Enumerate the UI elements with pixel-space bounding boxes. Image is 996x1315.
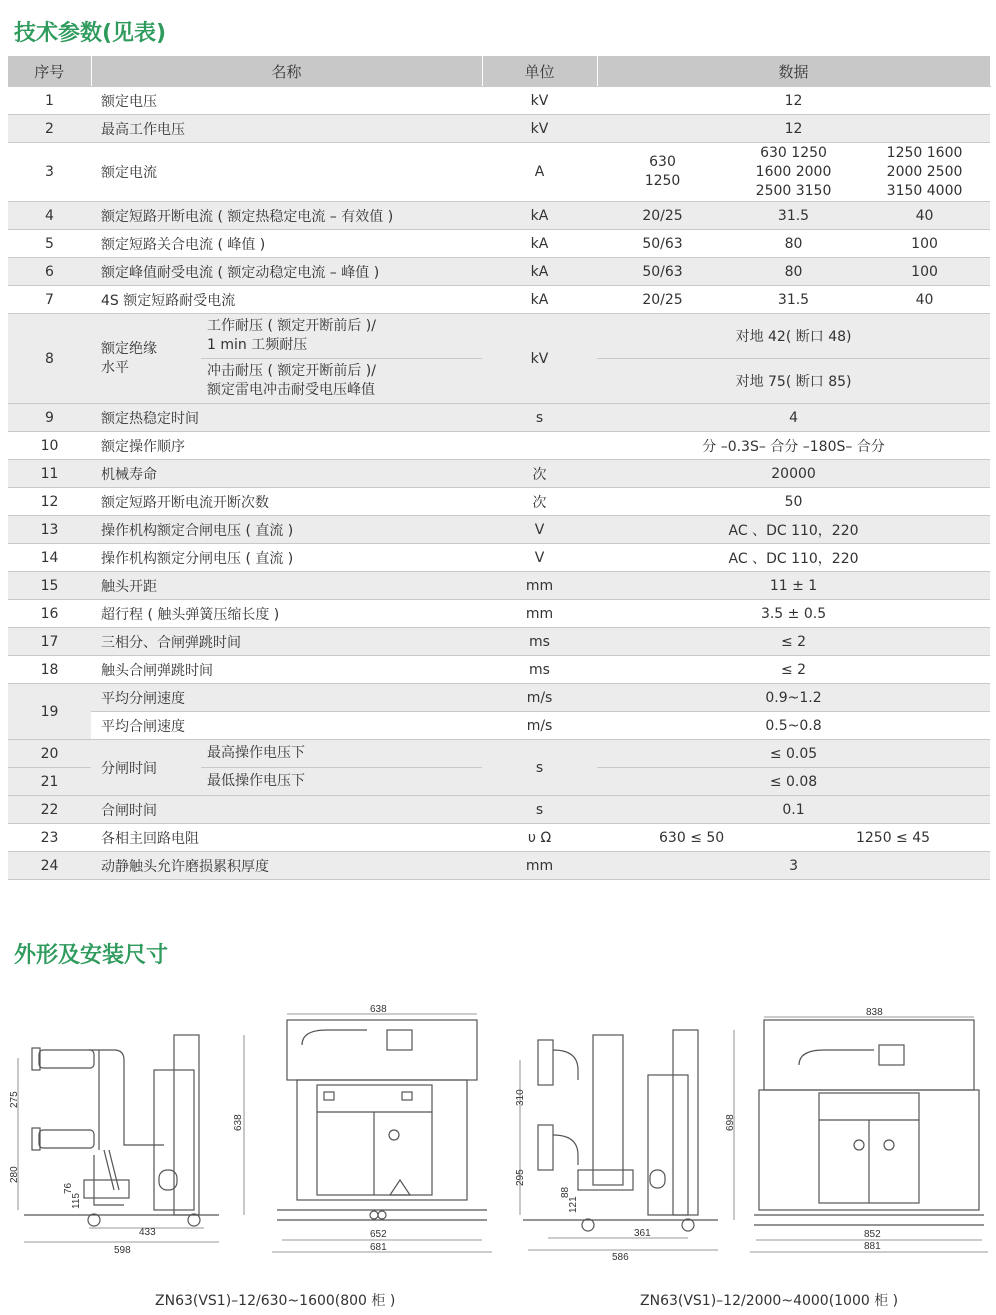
row-value: 100 bbox=[859, 258, 990, 286]
row-name: 额定短路开断电流 ( 额定热稳定电流 – 有效值 ) bbox=[91, 202, 482, 230]
resistance-values bbox=[597, 824, 990, 852]
dim-label: 881 bbox=[864, 1241, 881, 1252]
header-unit: 单位 bbox=[482, 56, 597, 87]
sub-label: 最低操作电压下 bbox=[201, 768, 482, 796]
dim-label: 310 bbox=[515, 1089, 526, 1106]
breaker-side-view-800 bbox=[4, 1010, 254, 1260]
row-name: 最高工作电压 bbox=[91, 115, 482, 143]
row-no: 13 bbox=[8, 516, 91, 544]
dim-label: 698 bbox=[725, 1114, 736, 1131]
row-no: 4 bbox=[8, 202, 91, 230]
spec-table bbox=[8, 56, 991, 880]
row-unit: kA bbox=[482, 230, 597, 258]
value-text: 1600 2000 bbox=[755, 163, 832, 180]
value-text: 630 1250 bbox=[760, 144, 827, 161]
row-no: 3 bbox=[8, 143, 91, 202]
table-row bbox=[8, 202, 990, 230]
row-value: 0.9~1.2 bbox=[597, 684, 990, 712]
row-name: 机械寿命 bbox=[91, 460, 482, 488]
value-text: 630 ≤ 50 bbox=[659, 829, 725, 846]
header-data: 数据 bbox=[597, 56, 990, 87]
row-name: 平均合闸速度 bbox=[91, 712, 482, 740]
breaker-front-view-1000 bbox=[744, 1005, 992, 1260]
current-col-2 bbox=[728, 143, 859, 202]
row-name: 三相分、合闸弹跳时间 bbox=[91, 628, 482, 656]
table-row bbox=[8, 460, 990, 488]
row-value: ≤ 0.08 bbox=[597, 768, 990, 796]
table-row bbox=[8, 404, 990, 432]
row-no: 11 bbox=[8, 460, 91, 488]
sub-label: 额定雷电冲击耐受电压峰值 bbox=[207, 382, 375, 398]
dim-label: 121 bbox=[568, 1196, 579, 1213]
row-unit: kA bbox=[482, 202, 597, 230]
table-row bbox=[8, 600, 990, 628]
row-no: 19 bbox=[8, 684, 91, 740]
row-unit: V bbox=[482, 544, 597, 572]
row-unit: υ Ω bbox=[482, 824, 597, 852]
row-unit: A bbox=[482, 143, 597, 202]
row-value: 20000 bbox=[597, 460, 990, 488]
row-no: 23 bbox=[8, 824, 91, 852]
row-no: 16 bbox=[8, 600, 91, 628]
row-value: AC 、DC 110，220 bbox=[597, 544, 990, 572]
row-value: 50 bbox=[597, 488, 990, 516]
table-row bbox=[8, 258, 990, 286]
row-no: 2 bbox=[8, 115, 91, 143]
row-name: 额定热稳定时间 bbox=[91, 404, 482, 432]
dim-label: 280 bbox=[9, 1166, 20, 1183]
dim-label: 433 bbox=[139, 1227, 156, 1238]
row-value: 分 –0.3S– 合分 –180S– 合分 bbox=[597, 432, 990, 460]
sub-label: 最高操作电压下 bbox=[201, 740, 482, 768]
table-row bbox=[8, 684, 990, 712]
row-unit: s bbox=[482, 740, 597, 796]
table-row bbox=[8, 796, 990, 824]
sub-label: 工作耐压 ( 额定开断前后 )/ bbox=[207, 318, 376, 334]
row-name: 合闸时间 bbox=[91, 796, 482, 824]
spec-section-title: 技术参数(见表) bbox=[14, 21, 167, 46]
table-row bbox=[8, 572, 990, 600]
dim-label: 586 bbox=[612, 1252, 629, 1260]
row-value: ≤ 2 bbox=[597, 628, 990, 656]
row-name: 额定电压 bbox=[91, 87, 482, 115]
table-row bbox=[8, 87, 990, 115]
dim-label: 638 bbox=[370, 1004, 387, 1015]
table-row bbox=[8, 824, 990, 852]
row-unit: mm bbox=[482, 600, 597, 628]
dim-label: 638 bbox=[233, 1114, 244, 1131]
row-value: 12 bbox=[597, 87, 990, 115]
row-unit: 次 bbox=[482, 460, 597, 488]
table-row bbox=[8, 230, 990, 258]
row-name: 4S 额定短路耐受电流 bbox=[91, 286, 482, 314]
table-row bbox=[8, 712, 990, 740]
row-no: 15 bbox=[8, 572, 91, 600]
drawing-caption-1000: ZN63(VS1)–12/2000~4000(1000 柜 ) bbox=[640, 1293, 899, 1309]
row-name: 操作机构额定分闸电压 ( 直流 ) bbox=[91, 544, 482, 572]
row-value: 12 bbox=[597, 115, 990, 143]
row-no: 21 bbox=[8, 768, 91, 796]
row-name: 额定短路关合电流 ( 峰值 ) bbox=[91, 230, 482, 258]
row-value: 31.5 bbox=[728, 286, 859, 314]
drawing-caption-800: ZN63(VS1)–12/630~1600(800 柜 ) bbox=[155, 1293, 396, 1309]
row-name: 操作机构额定合闸电压 ( 直流 ) bbox=[91, 516, 482, 544]
row-value: 40 bbox=[859, 202, 990, 230]
row-value: 50/63 bbox=[597, 230, 728, 258]
row-value: 4 bbox=[597, 404, 990, 432]
header-name: 名称 bbox=[91, 56, 482, 87]
row-value: 31.5 bbox=[728, 202, 859, 230]
row-value: 11 ± 1 bbox=[597, 572, 990, 600]
current-col-3 bbox=[859, 143, 990, 202]
row-name: 触头开距 bbox=[91, 572, 482, 600]
row-value: 0.5~0.8 bbox=[597, 712, 990, 740]
current-col-1 bbox=[597, 143, 728, 202]
row-name: 触头合闸弹跳时间 bbox=[91, 656, 482, 684]
table-row bbox=[8, 656, 990, 684]
table-row bbox=[8, 314, 990, 359]
breaker-side-view-1000 bbox=[508, 1020, 740, 1260]
row-unit: kA bbox=[482, 286, 597, 314]
table-row bbox=[8, 488, 990, 516]
breaker-front-view-800 bbox=[262, 1000, 502, 1260]
table-row bbox=[8, 544, 990, 572]
row-name: 额定峰值耐受电流 ( 额定动稳定电流 – 峰值 ) bbox=[91, 258, 482, 286]
row-unit: 次 bbox=[482, 488, 597, 516]
header-no: 序号 bbox=[8, 56, 91, 87]
row-value: 80 bbox=[728, 258, 859, 286]
sub-label: 冲击耐压 ( 额定开断前后 )/ bbox=[207, 363, 376, 379]
value-text: 630 bbox=[649, 154, 676, 170]
dim-label: 76 bbox=[63, 1182, 74, 1194]
table-row bbox=[8, 115, 990, 143]
dim-label: 115 bbox=[71, 1193, 82, 1209]
row-unit bbox=[482, 432, 597, 460]
sub-label: 1 min 工频耐压 bbox=[207, 337, 308, 353]
row-value: 40 bbox=[859, 286, 990, 314]
row-value: 100 bbox=[859, 230, 990, 258]
row-name: 动静触头允许磨损累积厚度 bbox=[91, 852, 482, 880]
row-name: 额定绝缘水平 bbox=[91, 314, 201, 404]
value-text: 1250 ≤ 45 bbox=[855, 829, 931, 846]
row-no: 24 bbox=[8, 852, 91, 880]
row-value: ≤ 2 bbox=[597, 656, 990, 684]
row-no: 6 bbox=[8, 258, 91, 286]
row-unit: ms bbox=[482, 628, 597, 656]
dim-label: 681 bbox=[370, 1242, 387, 1253]
row-value: 20/25 bbox=[597, 202, 728, 230]
row-value: 20/25 bbox=[597, 286, 728, 314]
row-unit: V bbox=[482, 516, 597, 544]
row-no: 18 bbox=[8, 656, 91, 684]
value-text: 1250 bbox=[644, 173, 681, 189]
row-no: 22 bbox=[8, 796, 91, 824]
row-value: 0.1 bbox=[597, 796, 990, 824]
value-text: 2500 3150 bbox=[755, 182, 832, 199]
row-value: 80 bbox=[728, 230, 859, 258]
table-row bbox=[8, 740, 990, 768]
value-text: 1250 1600 bbox=[886, 144, 963, 161]
table-header-row bbox=[8, 56, 990, 87]
row-no: 10 bbox=[8, 432, 91, 460]
dim-label: 88 bbox=[560, 1186, 571, 1198]
row-no: 17 bbox=[8, 628, 91, 656]
row-value: 50/63 bbox=[597, 258, 728, 286]
row-value: 3 bbox=[597, 852, 990, 880]
dim-label: 838 bbox=[866, 1007, 883, 1018]
row-name: 超行程 ( 触头弹簧压缩长度 ) bbox=[91, 600, 482, 628]
row-unit: mm bbox=[482, 572, 597, 600]
table-row bbox=[8, 143, 990, 202]
dim-label: 275 bbox=[9, 1091, 20, 1108]
row-no: 7 bbox=[8, 286, 91, 314]
insulation-sub-1 bbox=[201, 314, 482, 359]
dim-label: 852 bbox=[864, 1229, 881, 1240]
row-no: 12 bbox=[8, 488, 91, 516]
value-text: 2000 2500 bbox=[886, 163, 963, 180]
row-value: ≤ 0.05 bbox=[597, 740, 990, 768]
table-row bbox=[8, 628, 990, 656]
row-unit: ms bbox=[482, 656, 597, 684]
row-name: 额定电流 bbox=[91, 143, 482, 202]
row-value: 对地 42( 断口 48) bbox=[597, 314, 990, 359]
row-name: 分闸时间 bbox=[91, 740, 201, 796]
row-value: 3.5 ± 0.5 bbox=[597, 600, 990, 628]
row-unit: m/s bbox=[482, 712, 597, 740]
row-name: 额定操作顺序 bbox=[91, 432, 482, 460]
row-unit: kA bbox=[482, 258, 597, 286]
row-unit: kV bbox=[482, 87, 597, 115]
table-row bbox=[8, 286, 990, 314]
row-unit: m/s bbox=[482, 684, 597, 712]
row-no: 20 bbox=[8, 740, 91, 768]
row-unit: kV bbox=[482, 314, 597, 404]
value-text: 3150 4000 bbox=[886, 182, 963, 199]
dimension-section-title: 外形及安装尺寸 bbox=[14, 943, 169, 968]
dim-label: 598 bbox=[114, 1245, 131, 1256]
insulation-sub-2 bbox=[201, 359, 482, 404]
row-no: 8 bbox=[8, 314, 91, 404]
row-value: 对地 75( 断口 85) bbox=[597, 359, 990, 404]
row-name: 各相主回路电阻 bbox=[91, 824, 482, 852]
row-name: 平均分闸速度 bbox=[91, 684, 482, 712]
row-unit: s bbox=[482, 404, 597, 432]
row-no: 14 bbox=[8, 544, 91, 572]
table-row bbox=[8, 852, 990, 880]
row-value: AC 、DC 110，220 bbox=[597, 516, 990, 544]
row-unit: s bbox=[482, 796, 597, 824]
dim-label: 652 bbox=[370, 1229, 387, 1240]
table-row bbox=[8, 516, 990, 544]
dim-label: 295 bbox=[515, 1169, 526, 1186]
row-unit: mm bbox=[482, 852, 597, 880]
row-no: 1 bbox=[8, 87, 91, 115]
row-no: 9 bbox=[8, 404, 91, 432]
row-unit: kV bbox=[482, 115, 597, 143]
table-row bbox=[8, 432, 990, 460]
dim-label: 361 bbox=[634, 1228, 651, 1239]
row-no: 5 bbox=[8, 230, 91, 258]
row-name: 额定短路开断电流开断次数 bbox=[91, 488, 482, 516]
